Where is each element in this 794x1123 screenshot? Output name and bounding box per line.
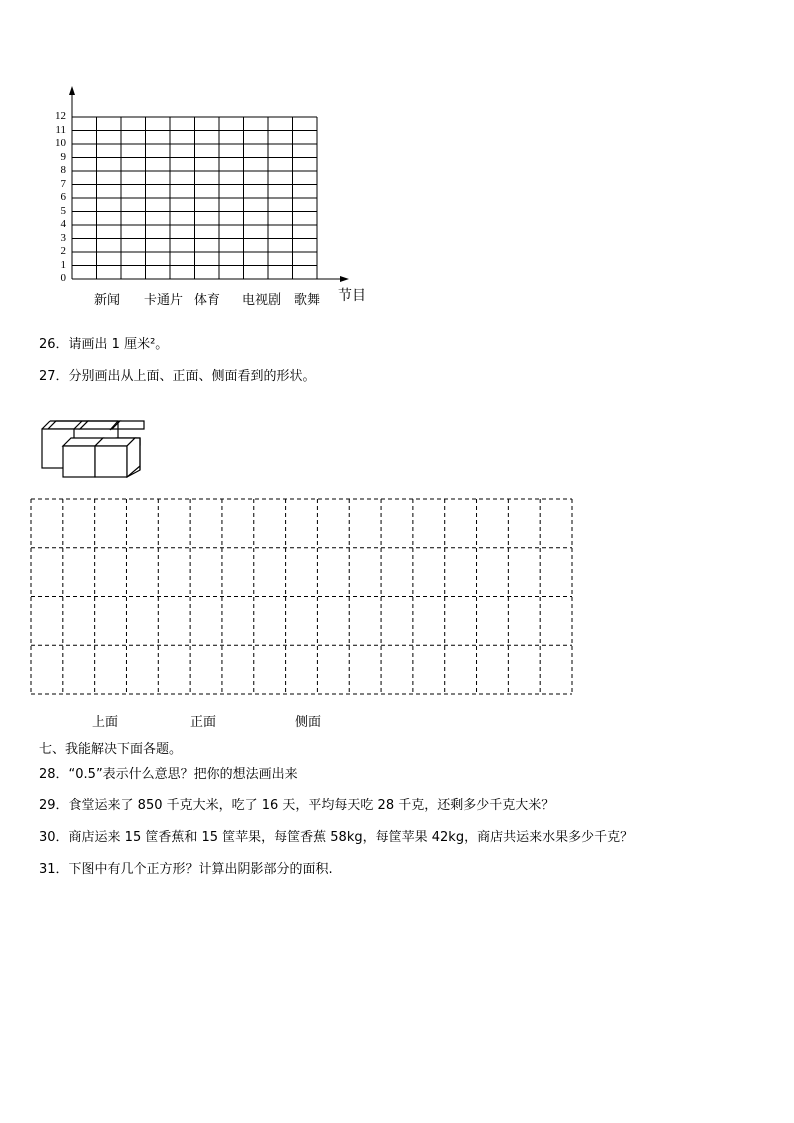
category-label: 电视剧 — [242, 293, 282, 308]
y-axis-arrow — [69, 86, 75, 95]
section-heading: 七、我能解决下面各题。 — [39, 742, 183, 757]
y-tick-label: 3 — [60, 231, 66, 244]
question-29: 29．食堂运来了 850 千克大米，吃了 16 天，平均每天吃 28 千克，还剩多少千克大米？ — [39, 798, 555, 813]
cube-drawing — [42, 421, 144, 477]
x-axis-arrow — [340, 276, 349, 282]
view-label-front: 正面 — [190, 715, 217, 730]
question-30: 30．商店运来 15 筐香蕉和 15 筐苹果，每筐香蕉 58kg，每筐苹果 42kg，商店共运来水果多少千克？ — [39, 830, 634, 845]
y-tick-label: 10 — [55, 137, 66, 149]
view-label-side: 侧面 — [295, 715, 322, 730]
y-tick-label: 4 — [60, 218, 66, 230]
y-tick-label: 2 — [60, 245, 66, 257]
y-tick-label: 8 — [60, 164, 66, 176]
y-tick-label: 5 — [60, 204, 66, 217]
y-tick-label: 6 — [60, 191, 66, 203]
category-label: 新闻 — [94, 293, 121, 308]
question-26: 26．请画出 1 厘米²。 — [39, 337, 169, 352]
x-axis-label: 节目 — [338, 288, 366, 304]
y-tick-label: 11 — [55, 123, 66, 136]
question-28: 28．“0.5”表示什么意思？把你的想法画出来 — [39, 767, 298, 782]
dashed-drawing-grid — [31, 499, 572, 694]
y-tick-label: 1 — [60, 258, 66, 271]
category-label: 卡通片 — [144, 293, 184, 308]
question-31: 31．下图中有几个正方形？计算出阴影部分的面积. — [39, 862, 333, 877]
view-label-top: 上面 — [92, 715, 119, 730]
y-tick-label: 7 — [60, 177, 66, 190]
question-27: 27．分别画出从上面、正面、侧面看到的形状。 — [39, 369, 316, 384]
category-label: 体育 — [194, 293, 221, 308]
y-tick-label: 9 — [60, 150, 66, 163]
category-label: 歌舞 — [294, 293, 321, 308]
y-tick-label: 0 — [60, 272, 66, 284]
y-tick-label: 12 — [55, 110, 66, 122]
